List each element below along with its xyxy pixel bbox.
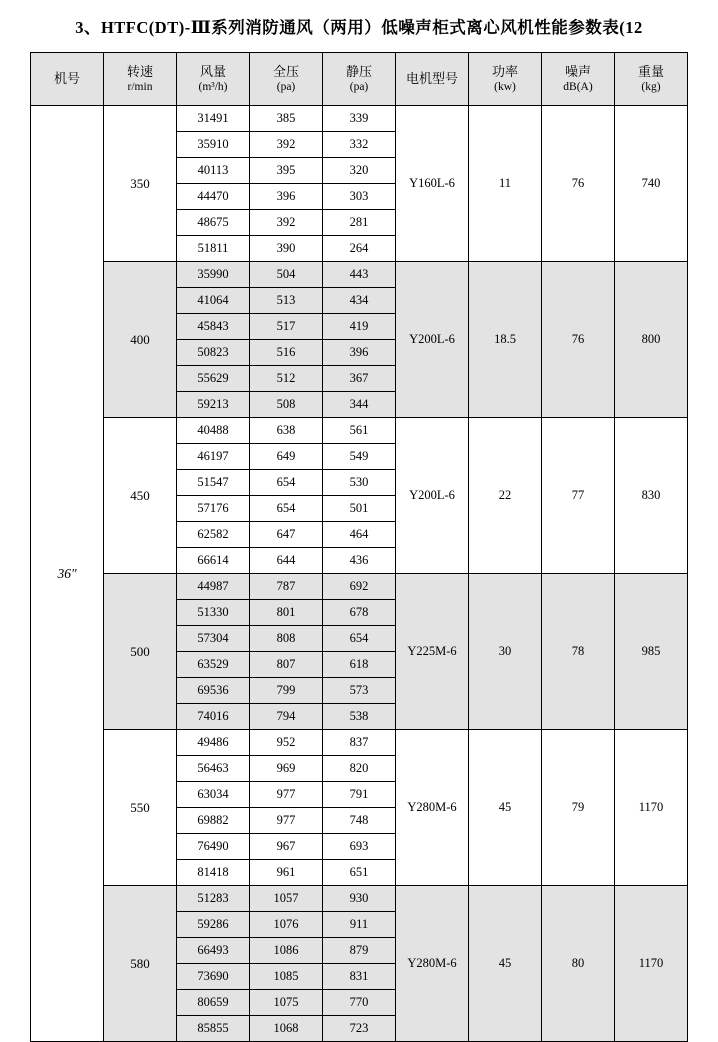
cell-static-pressure: 332 bbox=[323, 132, 396, 158]
cell-static-pressure: 419 bbox=[323, 314, 396, 340]
cell-flow: 76490 bbox=[177, 834, 250, 860]
cell-static-pressure: 464 bbox=[323, 522, 396, 548]
cell-static-pressure: 443 bbox=[323, 262, 396, 288]
table-header bbox=[31, 53, 688, 106]
cell-total-pressure: 504 bbox=[250, 262, 323, 288]
cell-total-pressure: 977 bbox=[250, 808, 323, 834]
cell-total-pressure: 807 bbox=[250, 652, 323, 678]
table-body bbox=[31, 106, 688, 1042]
cell-total-pressure: 392 bbox=[250, 210, 323, 236]
table-row bbox=[31, 730, 688, 756]
cell-static-pressure: 723 bbox=[323, 1016, 396, 1042]
cell-total-pressure: 508 bbox=[250, 392, 323, 418]
cell-flow: 69536 bbox=[177, 678, 250, 704]
cell-static-pressure: 693 bbox=[323, 834, 396, 860]
header-flow: 风量 (m³/h) bbox=[177, 53, 250, 106]
header-rpm: 转速 r/min bbox=[104, 53, 177, 106]
cell-noise: 77 bbox=[542, 418, 615, 574]
cell-static-pressure: 396 bbox=[323, 340, 396, 366]
cell-total-pressure: 801 bbox=[250, 600, 323, 626]
cell-rpm: 550 bbox=[104, 730, 177, 886]
cell-rpm: 400 bbox=[104, 262, 177, 418]
cell-static-pressure: 820 bbox=[323, 756, 396, 782]
cell-weight: 985 bbox=[615, 574, 688, 730]
cell-flow: 35990 bbox=[177, 262, 250, 288]
cell-flow: 45843 bbox=[177, 314, 250, 340]
cell-static-pressure: 678 bbox=[323, 600, 396, 626]
cell-total-pressure: 961 bbox=[250, 860, 323, 886]
cell-flow: 57304 bbox=[177, 626, 250, 652]
cell-total-pressure: 969 bbox=[250, 756, 323, 782]
cell-noise: 79 bbox=[542, 730, 615, 886]
cell-static-pressure: 501 bbox=[323, 496, 396, 522]
cell-flow: 40488 bbox=[177, 418, 250, 444]
fan-model-value: 36″ bbox=[57, 565, 77, 581]
cell-total-pressure: 647 bbox=[250, 522, 323, 548]
cell-static-pressure: 281 bbox=[323, 210, 396, 236]
cell-flow: 80659 bbox=[177, 990, 250, 1016]
cell-static-pressure: 436 bbox=[323, 548, 396, 574]
cell-flow: 63034 bbox=[177, 782, 250, 808]
cell-static-pressure: 573 bbox=[323, 678, 396, 704]
cell-weight: 830 bbox=[615, 418, 688, 574]
cell-total-pressure: 1086 bbox=[250, 938, 323, 964]
cell-flow: 41064 bbox=[177, 288, 250, 314]
cell-total-pressure: 977 bbox=[250, 782, 323, 808]
cell-static-pressure: 618 bbox=[323, 652, 396, 678]
cell-static-pressure: 651 bbox=[323, 860, 396, 886]
cell-total-pressure: 395 bbox=[250, 158, 323, 184]
cell-power: 11 bbox=[469, 106, 542, 262]
cell-total-pressure: 1075 bbox=[250, 990, 323, 1016]
cell-flow: 35910 bbox=[177, 132, 250, 158]
cell-static-pressure: 837 bbox=[323, 730, 396, 756]
cell-total-pressure: 1085 bbox=[250, 964, 323, 990]
cell-motor-model: Y200L-6 bbox=[396, 262, 469, 418]
table-row bbox=[31, 886, 688, 912]
cell-static-pressure: 654 bbox=[323, 626, 396, 652]
cell-static-pressure: 530 bbox=[323, 470, 396, 496]
cell-flow: 51547 bbox=[177, 470, 250, 496]
cell-total-pressure: 649 bbox=[250, 444, 323, 470]
cell-motor-model: Y200L-6 bbox=[396, 418, 469, 574]
cell-flow: 85855 bbox=[177, 1016, 250, 1042]
cell-flow: 46197 bbox=[177, 444, 250, 470]
cell-total-pressure: 516 bbox=[250, 340, 323, 366]
table-row bbox=[31, 106, 688, 132]
cell-flow: 51283 bbox=[177, 886, 250, 912]
cell-flow: 51811 bbox=[177, 236, 250, 262]
cell-total-pressure: 513 bbox=[250, 288, 323, 314]
cell-flow: 73690 bbox=[177, 964, 250, 990]
cell-total-pressure: 1068 bbox=[250, 1016, 323, 1042]
header-weight: 重量 (kg) bbox=[615, 53, 688, 106]
cell-total-pressure: 799 bbox=[250, 678, 323, 704]
cell-rpm: 450 bbox=[104, 418, 177, 574]
cell-motor-model: Y225M-6 bbox=[396, 574, 469, 730]
cell-motor-model: Y160L-6 bbox=[396, 106, 469, 262]
cell-noise: 80 bbox=[542, 886, 615, 1042]
cell-total-pressure: 654 bbox=[250, 470, 323, 496]
cell-flow: 63529 bbox=[177, 652, 250, 678]
cell-static-pressure: 303 bbox=[323, 184, 396, 210]
header-model: 机号 bbox=[31, 53, 104, 106]
cell-flow: 74016 bbox=[177, 704, 250, 730]
cell-static-pressure: 434 bbox=[323, 288, 396, 314]
cell-static-pressure: 339 bbox=[323, 106, 396, 132]
cell-flow: 44470 bbox=[177, 184, 250, 210]
cell-weight: 1170 bbox=[615, 730, 688, 886]
header-noise: 噪声 dB(A) bbox=[542, 53, 615, 106]
cell-static-pressure: 367 bbox=[323, 366, 396, 392]
cell-flow: 81418 bbox=[177, 860, 250, 886]
cell-static-pressure: 831 bbox=[323, 964, 396, 990]
cell-rpm: 350 bbox=[104, 106, 177, 262]
cell-total-pressure: 396 bbox=[250, 184, 323, 210]
cell-rpm: 580 bbox=[104, 886, 177, 1042]
cell-total-pressure: 517 bbox=[250, 314, 323, 340]
header-motor-model: 电机型号 bbox=[396, 53, 469, 106]
cell-total-pressure: 794 bbox=[250, 704, 323, 730]
cell-static-pressure: 879 bbox=[323, 938, 396, 964]
cell-noise: 76 bbox=[542, 262, 615, 418]
cell-weight: 740 bbox=[615, 106, 688, 262]
cell-total-pressure: 385 bbox=[250, 106, 323, 132]
cell-total-pressure: 967 bbox=[250, 834, 323, 860]
document-page bbox=[0, 14, 718, 1035]
cell-static-pressure: 911 bbox=[323, 912, 396, 938]
header-row bbox=[31, 53, 688, 106]
cell-total-pressure: 392 bbox=[250, 132, 323, 158]
performance-table-container bbox=[30, 52, 688, 1042]
cell-rpm: 500 bbox=[104, 574, 177, 730]
cell-total-pressure: 390 bbox=[250, 236, 323, 262]
page-title: 3、HTFC(DT)-Ⅲ系列消防通风（两用）低噪声柜式离心风机性能参数表(12 bbox=[75, 18, 643, 37]
cell-fan-model bbox=[31, 106, 104, 1042]
cell-noise: 76 bbox=[542, 106, 615, 262]
cell-total-pressure: 654 bbox=[250, 496, 323, 522]
cell-static-pressure: 692 bbox=[323, 574, 396, 600]
table-row bbox=[31, 418, 688, 444]
cell-static-pressure: 538 bbox=[323, 704, 396, 730]
cell-static-pressure: 748 bbox=[323, 808, 396, 834]
cell-total-pressure: 638 bbox=[250, 418, 323, 444]
cell-static-pressure: 344 bbox=[323, 392, 396, 418]
cell-weight: 800 bbox=[615, 262, 688, 418]
cell-power: 45 bbox=[469, 886, 542, 1042]
table-row bbox=[31, 574, 688, 600]
cell-static-pressure: 770 bbox=[323, 990, 396, 1016]
table-row bbox=[31, 262, 688, 288]
cell-power: 30 bbox=[469, 574, 542, 730]
cell-motor-model: Y280M-6 bbox=[396, 730, 469, 886]
cell-flow: 57176 bbox=[177, 496, 250, 522]
cell-static-pressure: 549 bbox=[323, 444, 396, 470]
header-static-pressure: 静压 (pa) bbox=[323, 53, 396, 106]
cell-static-pressure: 930 bbox=[323, 886, 396, 912]
cell-flow: 66493 bbox=[177, 938, 250, 964]
cell-flow: 44987 bbox=[177, 574, 250, 600]
cell-flow: 40113 bbox=[177, 158, 250, 184]
cell-static-pressure: 264 bbox=[323, 236, 396, 262]
cell-flow: 69882 bbox=[177, 808, 250, 834]
cell-flow: 50823 bbox=[177, 340, 250, 366]
cell-power: 18.5 bbox=[469, 262, 542, 418]
cell-flow: 56463 bbox=[177, 756, 250, 782]
cell-total-pressure: 787 bbox=[250, 574, 323, 600]
cell-total-pressure: 1057 bbox=[250, 886, 323, 912]
cell-flow: 31491 bbox=[177, 106, 250, 132]
cell-flow: 66614 bbox=[177, 548, 250, 574]
cell-motor-model: Y280M-6 bbox=[396, 886, 469, 1042]
cell-flow: 48675 bbox=[177, 210, 250, 236]
header-total-pressure: 全压 (pa) bbox=[250, 53, 323, 106]
cell-flow: 51330 bbox=[177, 600, 250, 626]
cell-total-pressure: 808 bbox=[250, 626, 323, 652]
performance-table bbox=[30, 52, 688, 1042]
cell-flow: 59286 bbox=[177, 912, 250, 938]
cell-total-pressure: 512 bbox=[250, 366, 323, 392]
cell-static-pressure: 320 bbox=[323, 158, 396, 184]
cell-noise: 78 bbox=[542, 574, 615, 730]
cell-total-pressure: 644 bbox=[250, 548, 323, 574]
cell-power: 22 bbox=[469, 418, 542, 574]
cell-flow: 59213 bbox=[177, 392, 250, 418]
cell-flow: 62582 bbox=[177, 522, 250, 548]
cell-power: 45 bbox=[469, 730, 542, 886]
cell-static-pressure: 791 bbox=[323, 782, 396, 808]
cell-static-pressure: 561 bbox=[323, 418, 396, 444]
cell-total-pressure: 1076 bbox=[250, 912, 323, 938]
cell-weight: 1170 bbox=[615, 886, 688, 1042]
header-power: 功率 (kw) bbox=[469, 53, 542, 106]
cell-total-pressure: 952 bbox=[250, 730, 323, 756]
cell-flow: 49486 bbox=[177, 730, 250, 756]
cell-flow: 55629 bbox=[177, 366, 250, 392]
